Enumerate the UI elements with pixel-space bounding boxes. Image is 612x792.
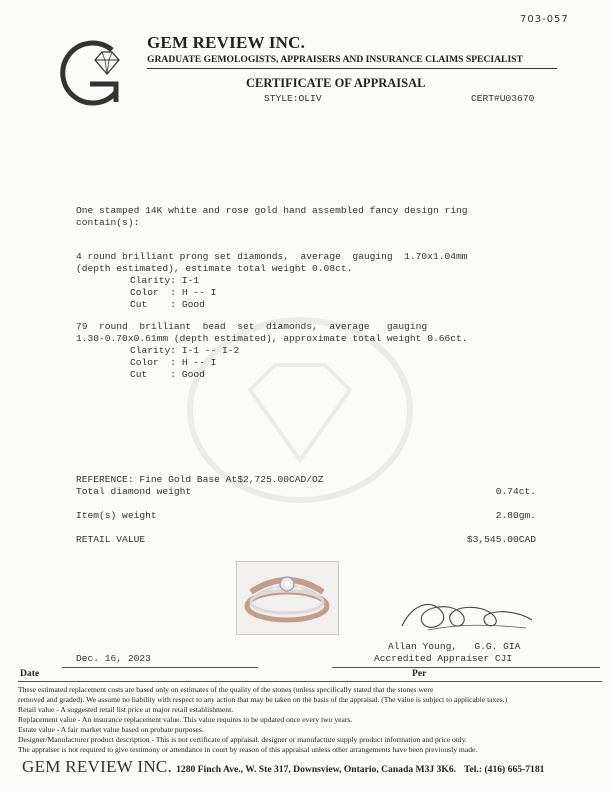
item-weight-label: Item(s) weight [76,510,157,521]
header-divider [147,68,557,69]
appraiser-title: Accredited Appraiser CJI [374,653,513,664]
description-line: One stamped 14K white and rose gold hand assembled fancy design ring [76,205,468,216]
description-line: contain(s): [76,217,140,228]
g-diamond-logo-icon [50,32,135,112]
signature-mark [398,594,538,640]
retail-value-amount: $3,545.00CAD [466,534,536,545]
fineprint-line: Designer/Manufacturer product description - This is not certificate of appraisal. designer or manufacture supply product information and price only. [18,735,467,744]
date-label: Date [20,668,40,679]
certificate-title: CERTIFICATE OF APPRAISAL [246,76,426,90]
fineprint-line: Estate value - A fair market value based on probate purposes. [18,725,204,734]
group-1-clarity: Clarity: I-1 [130,275,200,286]
group-2-clarity: Clarity: I-1 -- I-2 [130,345,240,356]
fineprint-line: These estimated replacement costs are based only on estimates of the quality of the stones (unless specifically stated that the stones were [18,685,434,694]
cert-number: CERT#U03670 [471,93,535,104]
per-label: Per [412,668,427,679]
diamond-group-2-line: 79 round brilliant bead set diamonds, average gauging [76,321,428,332]
fineprint-line: removed and graded). We assume no liability with respect to any action that may be taken on the basis of the appraisal. (The value is subject to applicable taxes.) [18,695,508,704]
company-subtitle: GRADUATE GEMOLOGISTS, APPRAISERS AND INSURANCE CLAIMS SPECIALIST [147,54,523,65]
group-2-cut: Cut : Good [130,369,205,380]
group-2-color: Color : H -- I [130,357,217,368]
footer-phone: Tel.: (416) 665-7181 [464,764,545,775]
footer [22,757,544,777]
appraisal-date: Dec. 16, 2023 [76,653,151,664]
fineprint-line: The appraiser is not required to give testimony or attendance in court by reason of this appraisal unless other arrangements have been previously made. [18,745,478,754]
diamond-group-1-line: (depth estimated), estimate total weight 0.08ct. [76,263,353,274]
date-line [62,667,258,668]
group-1-color: Color : H -- I [130,287,217,298]
diamond-group-2-line: 1.30-0.70x0.61mm (depth estimated), approximate total weight 0.66ct. [76,333,468,344]
fineprint-line: Replacement value - An insurance replacement value. This value requires to be updated once every two years. [18,715,353,724]
handwritten-file-number: 703-057 [520,14,569,25]
fineprint-line: Retail value - A suggested retail list price at major retail establishment. [18,705,234,714]
ring-photo [236,561,339,635]
style-label: STYLE:OLIV [264,93,322,104]
appraiser-name: Allan Young, G.G. GIA [388,641,521,652]
retail-value-label: RETAIL VALUE [76,534,146,545]
total-diamond-value: 0.74ct. [495,486,536,497]
item-weight-value: 2.80gm. [495,510,536,521]
group-1-cut: Cut : Good [130,299,205,310]
footer-address: 1280 Finch Ave., W. Ste 317, Downsview, Ontario, Canada M3J 3K6. [176,764,457,775]
reference-line: REFERENCE: Fine Gold Base At$2,725.00CAD/OZ [76,474,324,485]
footer-company: GEM REVIEW INC. [22,757,173,776]
fineprint-divider [18,681,602,682]
diamond-group-1-line: 4 round brilliant prong set diamonds, average gauging 1.70x1.04mm [76,251,468,262]
company-name: GEM REVIEW INC. [147,33,306,52]
signature-line [332,667,600,668]
total-diamond-label: Total diamond weight [76,486,192,497]
